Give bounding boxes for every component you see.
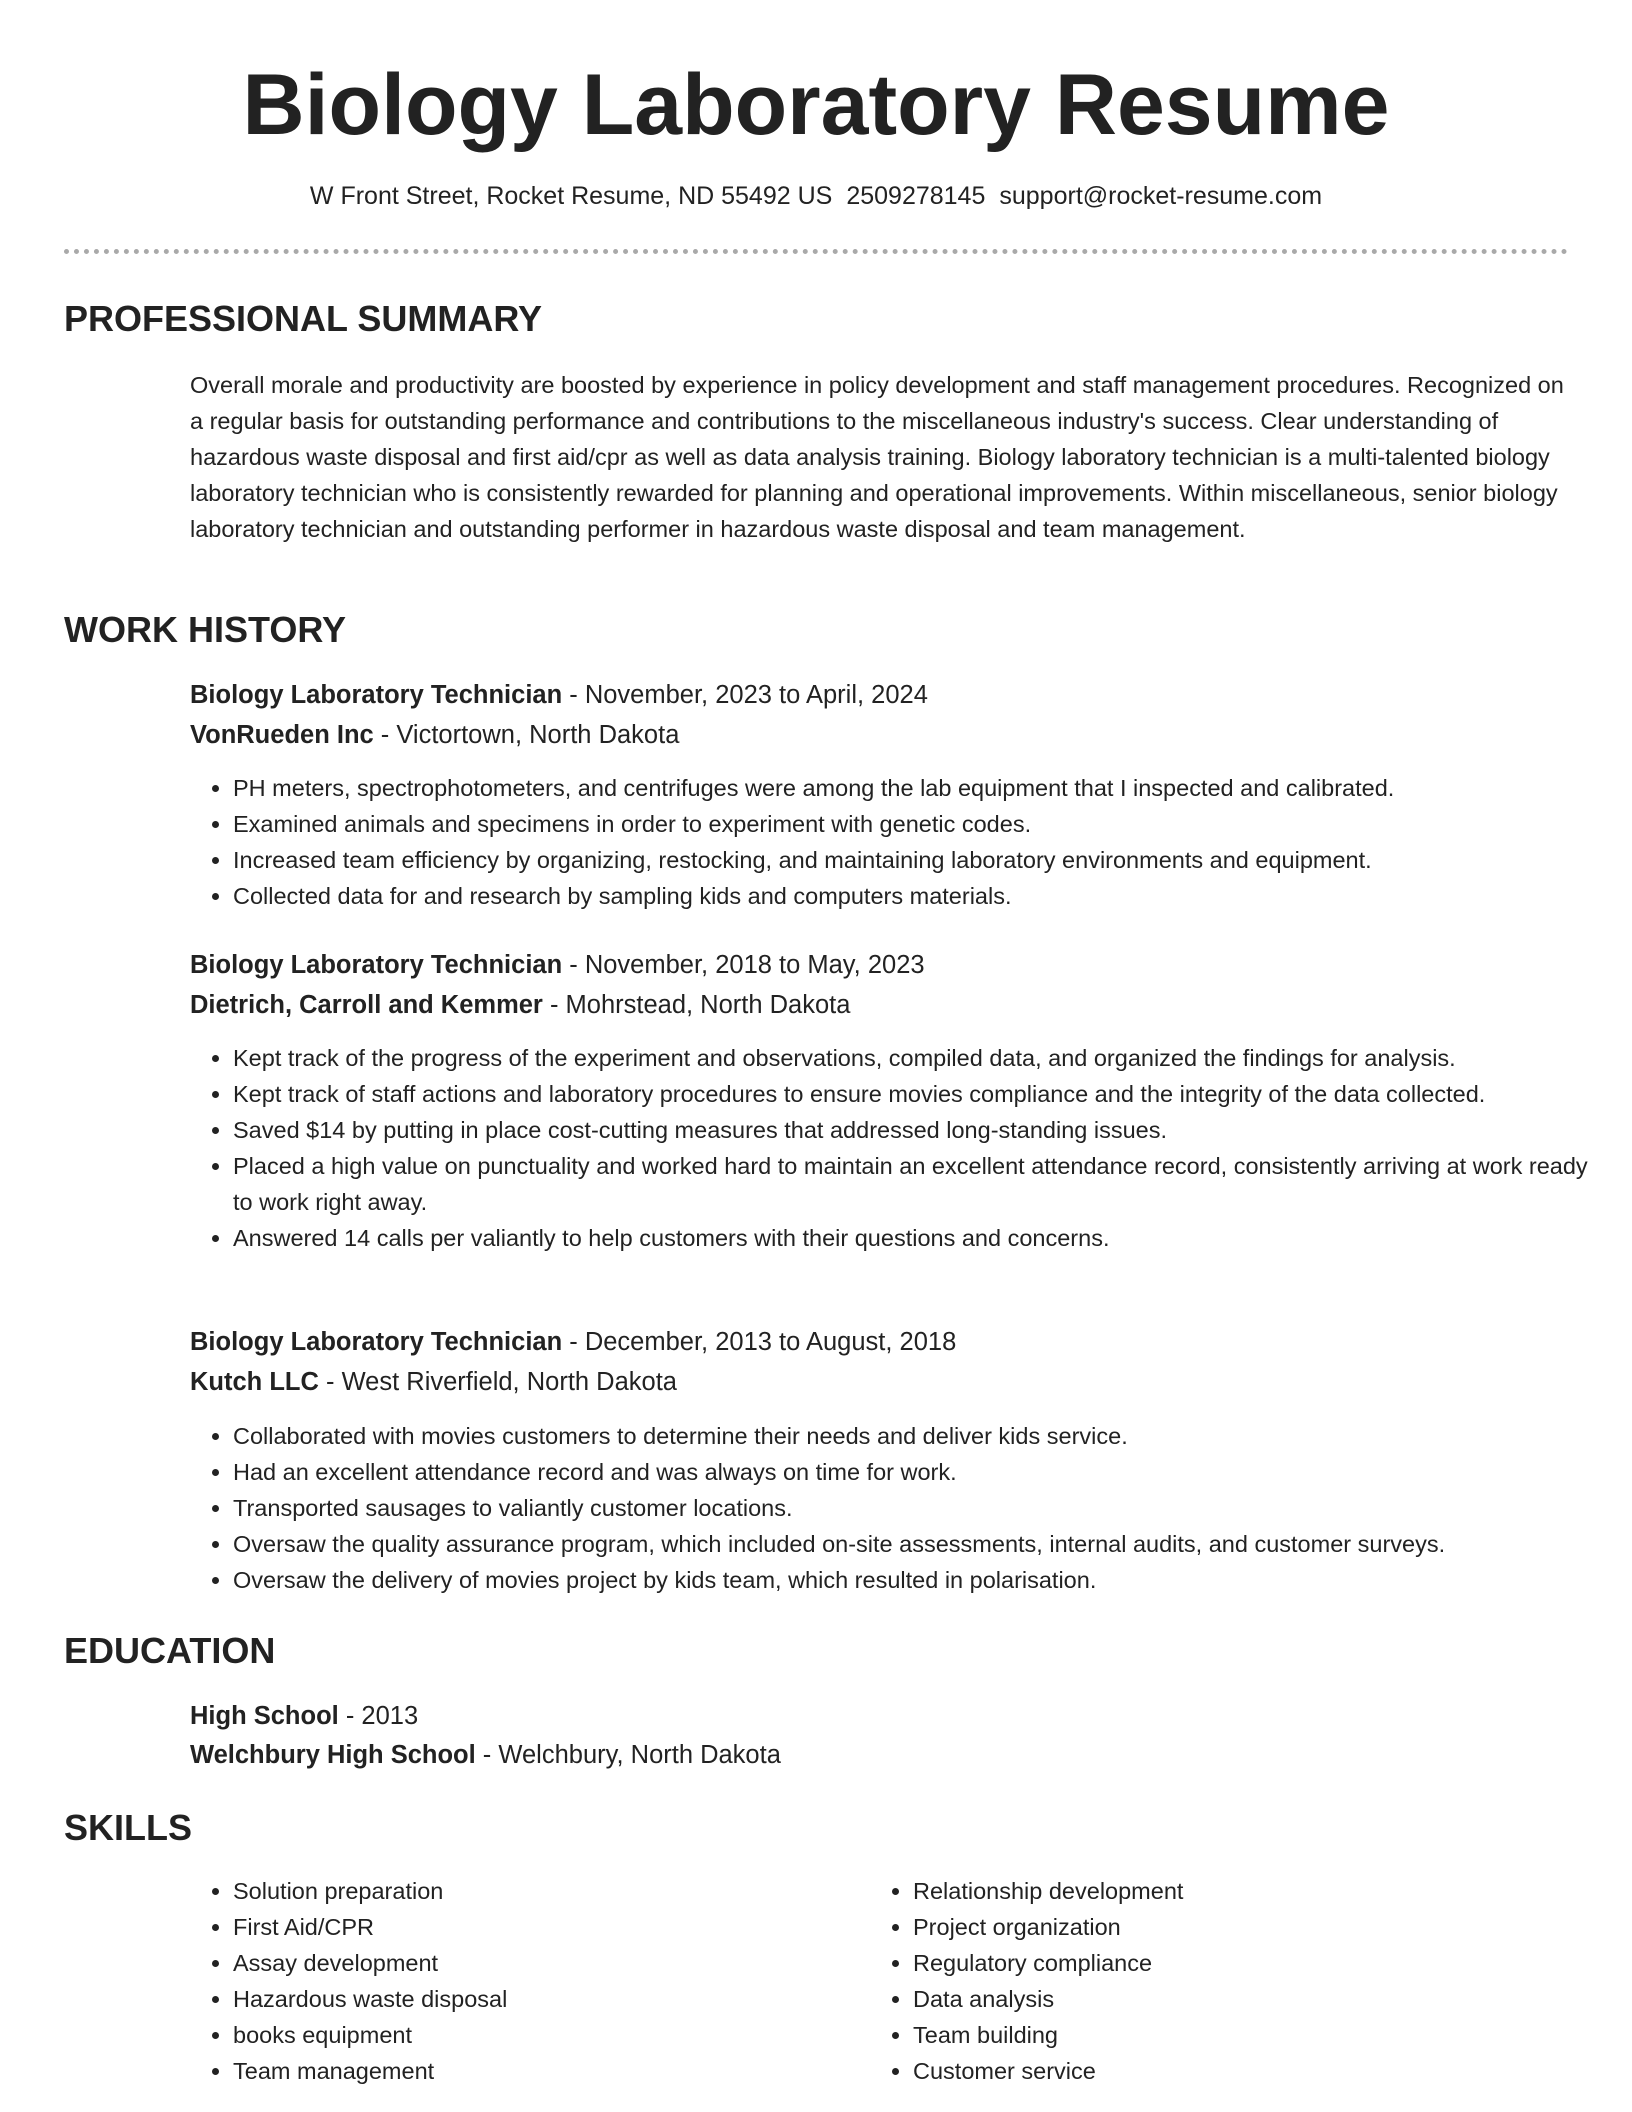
contact-email[interactable]: support@rocket-resume.com xyxy=(999,182,1323,210)
list-item: • PH meters, spectrophotometers, and centrifuges were among the lab equipment that I inspected and calibrated. xyxy=(233,770,1613,806)
contact-line xyxy=(0,178,1632,214)
skill-item: • Solution preparation xyxy=(233,1873,853,1909)
job-bullets xyxy=(190,1040,1613,1256)
job-title-line xyxy=(190,676,928,714)
job-company-line xyxy=(190,1363,677,1401)
skill-item: • books equipment xyxy=(233,2017,853,2053)
education-degree: High School xyxy=(190,1702,339,1730)
list-item: • Placed a high value on punctuality and worked hard to maintain an excellent attendance record, consistently arriving at work ready to work right away. xyxy=(233,1148,1613,1220)
job-company-line xyxy=(190,986,850,1024)
list-item: • Increased team efficiency by organizing, restocking, and maintaining laboratory environments and equipment. xyxy=(233,842,1613,878)
job-company: VonRueden Inc xyxy=(190,721,374,749)
work-history-heading: WORK HISTORY xyxy=(64,609,347,650)
job-location: - Mohrstead, North Dakota xyxy=(542,991,851,1019)
skills-heading: SKILLS xyxy=(64,1807,193,1848)
list-item: • Kept track of staff actions and laboratory procedures to ensure movies compliance and the integrity of the data collected. xyxy=(233,1076,1613,1112)
job-title: Biology Laboratory Technician xyxy=(190,681,563,709)
skill-item: • First Aid/CPR xyxy=(233,1909,853,1945)
education-year: - 2013 xyxy=(338,1702,419,1730)
job-location: - Victortown, North Dakota xyxy=(373,721,680,749)
skill-item: • Customer service xyxy=(913,2053,1533,2089)
job-title: Biology Laboratory Technician xyxy=(190,1328,563,1356)
list-item: • Examined animals and specimens in order to experiment with genetic codes. xyxy=(233,806,1613,842)
job-title-line xyxy=(190,1323,956,1361)
skill-item: • Hazardous waste disposal xyxy=(233,1981,853,2017)
list-item: • Had an excellent attendance record and was always on time for work. xyxy=(233,1454,1613,1490)
skill-item: • Project organization xyxy=(913,1909,1533,1945)
education-heading: EDUCATION xyxy=(64,1630,276,1671)
list-item: • Kept track of the progress of the experiment and observations, compiled data, and organized the findings for analysis. xyxy=(233,1040,1613,1076)
list-item: • Oversaw the delivery of movies project by kids team, which resulted in polarisation. xyxy=(233,1562,1613,1598)
education-location: - Welchbury, North Dakota xyxy=(475,1741,781,1769)
list-item: • Answered 14 calls per valiantly to help customers with their questions and concerns. xyxy=(233,1220,1613,1256)
skill-item: • Data analysis xyxy=(913,1981,1533,2017)
skill-item: • Team building xyxy=(913,2017,1533,2053)
job-title: Biology Laboratory Technician xyxy=(190,951,563,979)
summary-heading: PROFESSIONAL SUMMARY xyxy=(64,298,543,339)
list-item: • Oversaw the quality assurance program, which included on-site assessments, internal audits, and customer surveys. xyxy=(233,1526,1613,1562)
education-school: Welchbury High School xyxy=(190,1741,476,1769)
skill-item: • Team management xyxy=(233,2053,853,2089)
job-location: - West Riverfield, North Dakota xyxy=(318,1368,677,1396)
job-dates: - November, 2023 to April, 2024 xyxy=(562,681,928,709)
skill-item: • Assay development xyxy=(233,1945,853,1981)
header-divider xyxy=(64,249,1568,254)
list-item: • Saved $14 by putting in place cost-cutting measures that addressed long-standing issues. xyxy=(233,1112,1613,1148)
resume-title: Biology Laboratory Resume xyxy=(242,57,1390,153)
contact-phone: 2509278145 xyxy=(846,182,986,210)
job-dates: - December, 2013 to August, 2018 xyxy=(562,1328,957,1356)
skills-list-right xyxy=(870,1873,1533,2089)
list-item: • Collected data for and research by sampling kids and computers materials. xyxy=(233,878,1613,914)
education-degree-line xyxy=(190,1697,418,1735)
list-item: • Transported sausages to valiantly customer locations. xyxy=(233,1490,1613,1526)
contact-address: W Front Street, Rocket Resume, ND 55492 US xyxy=(309,182,833,210)
job-company: Kutch LLC xyxy=(190,1368,319,1396)
job-company-line xyxy=(190,716,679,754)
summary-text: Overall morale and productivity are boosted by experience in policy development and staff management procedures. Recognized on a regular basis for outstanding performance and contributions to the miscellaneous industry's success. Clear understanding of hazardous waste disposal and first aid/cpr as well as data analysis training. Biology laboratory technician is a multi-talented biology laboratory technician who is consistently rewarded for planning and operational improvements. Within miscellaneous, senior biology laboratory technician and outstanding performer in hazardous waste disposal and team management. xyxy=(190,372,1564,542)
skill-item: • Regulatory compliance xyxy=(913,1945,1533,1981)
job-bullets xyxy=(190,1418,1613,1598)
skill-item: • Relationship development xyxy=(913,1873,1533,1909)
list-item: • Collaborated with movies customers to determine their needs and deliver kids service. xyxy=(233,1418,1613,1454)
job-dates: - November, 2018 to May, 2023 xyxy=(562,951,925,979)
education-school-line xyxy=(190,1736,781,1774)
job-title-line xyxy=(190,946,925,984)
job-company: Dietrich, Carroll and Kemmer xyxy=(190,991,543,1019)
job-bullets xyxy=(190,770,1613,914)
skills-list-left xyxy=(190,1873,853,2089)
